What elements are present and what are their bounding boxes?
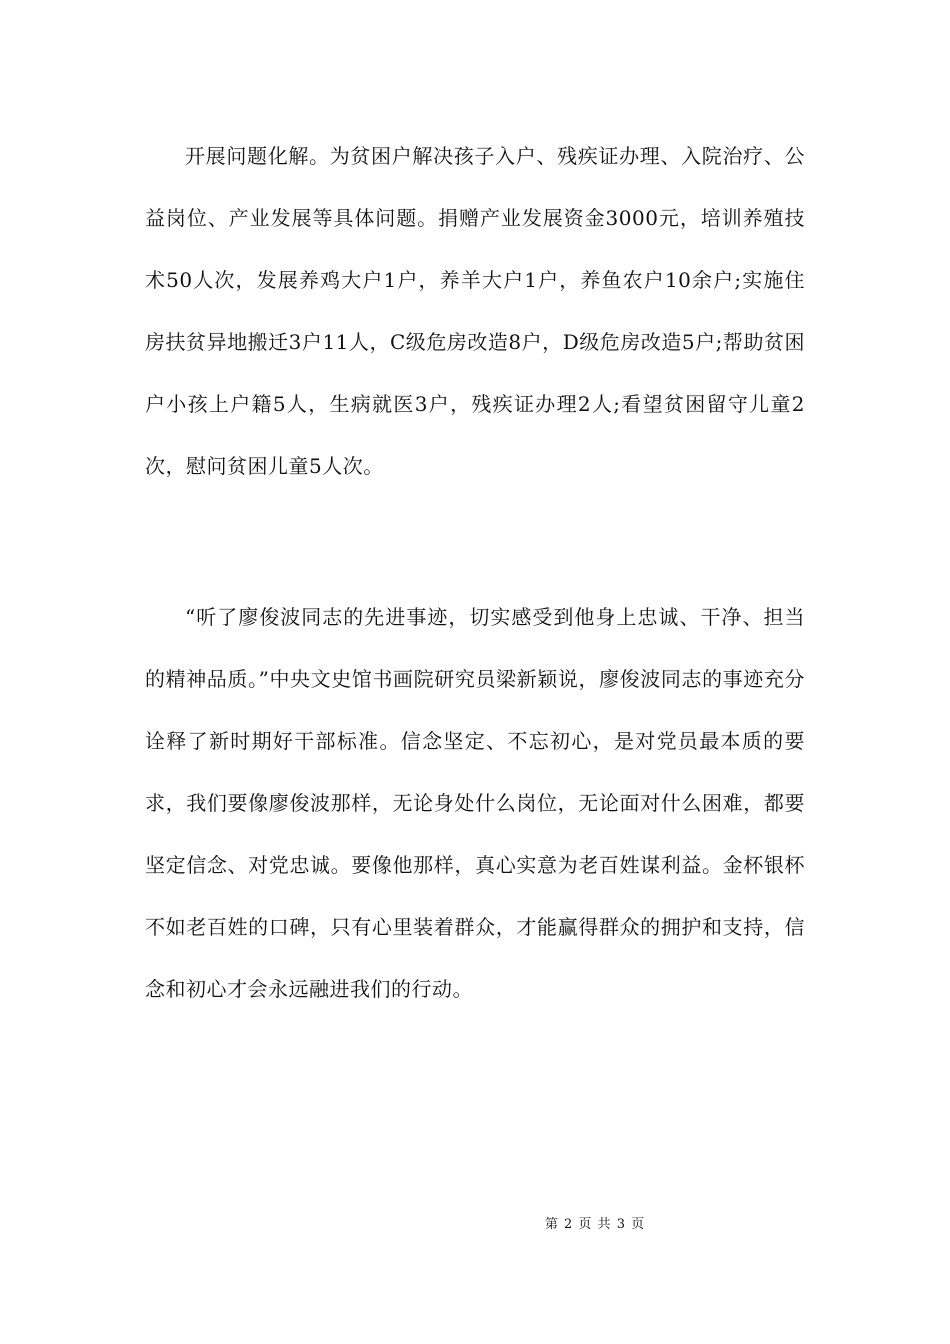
paragraph-block-1 bbox=[145, 125, 805, 497]
body-paragraph: “听了廖俊波同志的先进事迹，切实感受到他身上忠诚、干净、担当的精神品质。”中央文史馆书画院研究员梁新颖说，廖俊波同志的事迹充分诠释了新时期好干部标准。信念坚定、不忘初心，是对党员最本质的要求，我们要像廖俊波那样，无论身处什么岗位，无论面对什么困难，都要坚定信念、对党忠诚。要像他那样，真心实意为老百姓谋利益。金杯银杯不如老百姓的口碑，只有心里装着群众，才能赢得群众的拥护和支持，信念和初心才会永远融进我们的行动。 bbox=[145, 605, 805, 1001]
body-paragraph: 开展问题化解。为贫困户解决孩子入户、残疾证办理、入院治疗、公益岗位、产业发展等具体问题。捐赠产业发展资金3000元，培训养殖技术50人次，发展养鸡大户1户，养羊大户1户，养鱼农户10余户;实施住房扶贫异地搬迁3户11人，C级危房改造8户，D级危房改造5户;帮助贫困户小孩上户籍5人，生病就医3户，残疾证办理2人;看望贫困留守儿童2次，慰问贫困儿童5人次。 bbox=[145, 144, 805, 478]
paragraph-block-2 bbox=[145, 586, 805, 1020]
page-number-footer: 第 2 页 共 3 页 bbox=[544, 1217, 646, 1232]
